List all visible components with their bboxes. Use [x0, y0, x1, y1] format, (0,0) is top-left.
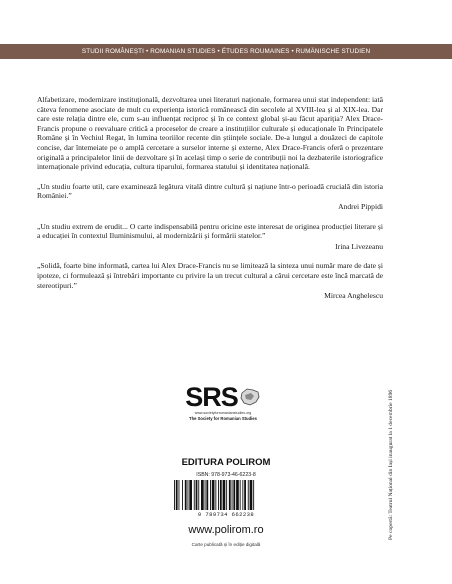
- barcode-bar: [233, 480, 235, 510]
- barcode-bar: [206, 480, 208, 510]
- srs-logo: [172, 384, 274, 421]
- quote-3: [37, 261, 383, 300]
- quote-1: [37, 182, 383, 212]
- srs-logo-letters: SRS: [185, 382, 238, 412]
- quote-author: Andrei Pippidi: [338, 201, 383, 211]
- barcode-bar: [179, 480, 180, 510]
- barcode-bar: [176, 480, 178, 510]
- society-url: www.societyforromanianstudies.org: [194, 411, 252, 415]
- quote-2: [37, 222, 383, 252]
- barcode-bar: [194, 480, 195, 510]
- romania-map-icon: [239, 387, 261, 407]
- cover-image-caption: Pe copertă: Teatrul Național din Iași inaugurat la 1 decembrie 1896: [388, 389, 394, 540]
- barcode-bar: [242, 480, 243, 510]
- barcode-bar: [218, 480, 219, 510]
- barcode-bar: [226, 480, 227, 510]
- barcode-digits: 9 789734 662238: [197, 511, 255, 518]
- quote-text: „Solidă, foarte bine informată, cartea lui Alex Drace-Francis nu se limitează la sinteza unui număr mare de date și ipoteze, ci formulează și întrebări importante cu privire la un trecut cultural a cărui cercetare este încă marcată de stereotipuri.”: [37, 261, 383, 290]
- barcode-bar: [236, 480, 239, 510]
- publisher-name: EDITURA POLIROM: [181, 457, 271, 468]
- barcode-bar: [223, 480, 226, 510]
- barcode-bar: [182, 480, 183, 510]
- back-cover-text: [37, 95, 383, 301]
- quote-text: „Un studiu extrem de erudit... O carte indispensabilă pentru oricine este interesat de originea producției literare și a educației în contextul Iluminismului, al modernizării și formării statelor.”: [37, 221, 383, 241]
- barcode-bar: [229, 480, 231, 510]
- barcode-bar: [205, 480, 206, 510]
- barcode-bar: [212, 480, 215, 510]
- society-name: The Society for Romanian Studies: [189, 416, 257, 421]
- barcode-bar: [188, 480, 189, 510]
- publisher-website: www.polirom.ro: [188, 524, 264, 536]
- barcode-bar: [253, 480, 254, 510]
- barcode-bar: [198, 480, 199, 510]
- isbn-text: ISBN: 978-973-46-6223-8: [196, 472, 256, 478]
- barcode-bar: [201, 480, 204, 510]
- barcode-bar: [215, 480, 216, 510]
- barcode-bar: [250, 480, 253, 510]
- barcode-bar: [174, 480, 175, 510]
- quote-author: Mircea Anghelescu: [324, 291, 383, 301]
- barcode: [166, 480, 286, 518]
- barcode-bar: [232, 480, 233, 510]
- barcode-bar: [240, 480, 241, 510]
- barcode-bar: [185, 480, 187, 510]
- digital-edition-note: Carte publicată și în ediție digitală: [191, 542, 261, 547]
- barcode-bar: [244, 480, 246, 510]
- quote-author: Irina Livezeanu: [335, 241, 383, 251]
- book-description: Alfabetizare, modernizare instituțională, dezvoltarea unei literaturi naționale, formarea unui stat independent: iată câteva fenomene asociate de mult cu experiența istorică românească din secolele al XVIII-lea și al XIX-lea. Dar care este relația dintre ele, cum s-au influențat reciproc și în ce context global și-au făcut apariția? Alex Drace-Francis propune o reevaluare critică a proceselor de creare a instituțiilor culturale și educaționale în Principatele Române și în Vechiul Regat, în lumina teoriilor recente din științele sociale. De-a lungul a douăzeci de capitole concise, dar întemeiate pe o amplă cercetare a surselor interne și externe, Alex Drace-Francis oferă o prezentare originală a principalelor linii de dezvoltare și în același timp o serie de contribuții noi la dezbaterile istoriografice internaționale privind educația, cultura tiparului, formarea statului și identitatea națională.: [37, 95, 383, 172]
- barcode-bar: [196, 480, 198, 510]
- barcode-bar: [210, 480, 211, 510]
- quote-text: „Un studiu foarte util, care examinează legătura vitală dintre cultură și națiune într-o perioadă crucială din istoria României.”: [37, 181, 383, 201]
- barcode-bar: [189, 480, 192, 510]
- barcode-bar: [248, 480, 249, 510]
- barcode-bar: [220, 480, 222, 510]
- barcode-bars: [166, 480, 286, 511]
- series-banner: STUDII ROMÂNEȘTI • ROMANIAN STUDIES • ÉTUDES ROUMAINES • RUMÄNISCHE STUDIEN: [0, 44, 452, 59]
